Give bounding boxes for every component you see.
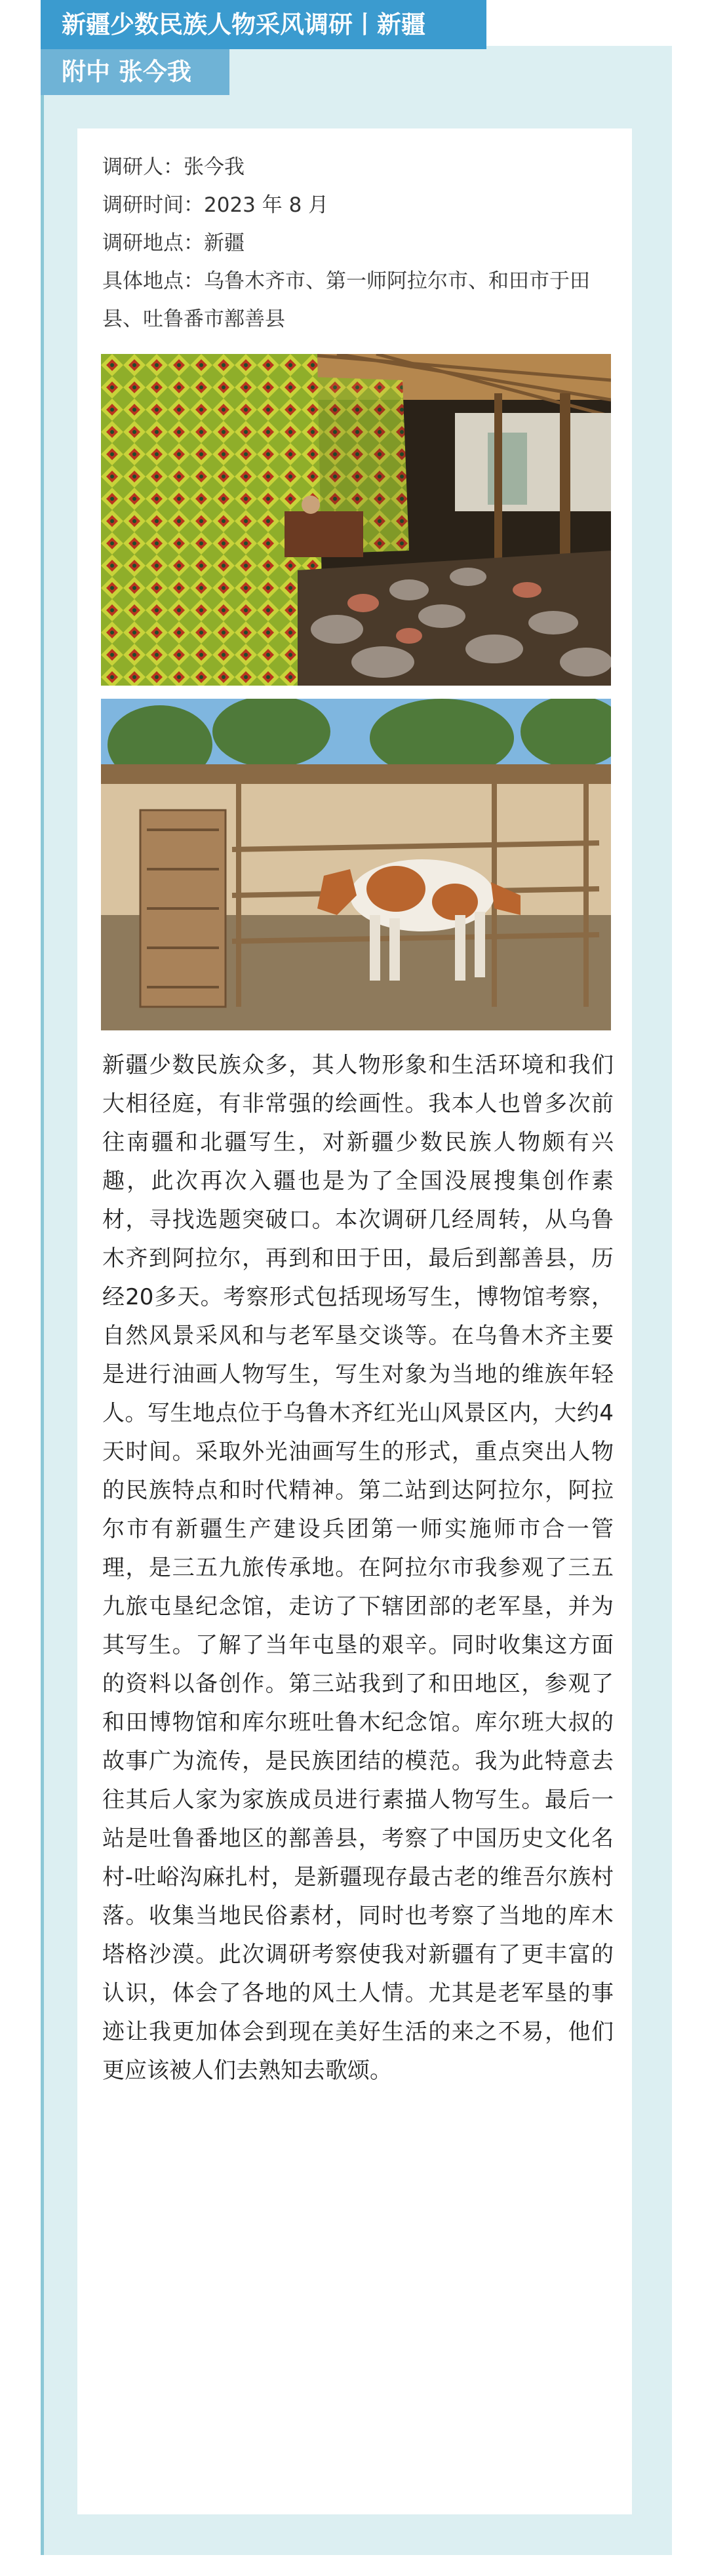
research-time: 调研时间：2023 年 8 月 bbox=[102, 193, 329, 217]
research-info bbox=[102, 148, 614, 338]
specific-locations: 具体地点：乌鲁木齐市、第一师阿拉尔市、和田市于田县、吐鲁番市鄯善县 bbox=[102, 269, 590, 331]
research-place: 调研地点：新疆 bbox=[102, 231, 245, 255]
photo-cattle-pen bbox=[101, 699, 611, 1030]
content-card bbox=[77, 128, 632, 2514]
researcher: 调研人：张今我 bbox=[102, 155, 245, 179]
article-body: 新疆少数民族众多，其人物形象和生活环境和我们大相径庭，有非常强的绘画性。我本人也曾多次前往南疆和北疆写生，对新疆少数民族人物颇有兴趣，此次再次入疆也是为了全国没展搜集创作素材，寻找选题突破口。本次调研几经周转，从乌鲁木齐到阿拉尔，再到和田于田，最后到鄯善县，历经20多天。考察形式包括现场写生，博物馆考察，自然风景采风和与老军垦交谈等。在乌鲁木齐主要是进行油画人物写生，写生对象为当地的维族年轻人。写生地点位于乌鲁木齐红光山风景区内，大约4天时间。采取外光油画写生的形式，重点突出人物的民族特点和时代精神。第二站到达阿拉尔，阿拉尔市有新疆生产建设兵团第一师实施师市合一管理，是三五九旅传承地。在阿拉尔市我参观了三五九旅屯垦纪念馆，走访了下辖团部的老军垦，并为其写生。了解了当年屯垦的艰辛。同时收集这方面的资料以备创作。第三站我到了和田地区，参观了和田博物馆和库尔班吐鲁木纪念馆。库尔班大叔的故事广为流传，是民族团结的模范。我为此特意去往其后人家为家族成员进行素描人物写生。最后一站是吐鲁番地区的鄯善县，考察了中国历史文化名村-吐峪沟麻扎村，是新疆现存最古老的维吾尔族村落。收集当地民俗素材，同时也考察了当地的库木塔格沙漠。此次调研考察使我对新疆有了更丰富的认识，体会了各地的风土人情。尤其是老军垦的事迹让我更加体会到现在美好生活的来之不易，他们更应该被人们去熟知去歌颂。 bbox=[102, 1052, 614, 2084]
article-title-continued: 附中 张今我 bbox=[41, 49, 229, 95]
article-title: 新疆少数民族人物采风调研丨新疆 bbox=[41, 0, 486, 49]
photo-market-stall bbox=[101, 354, 611, 686]
